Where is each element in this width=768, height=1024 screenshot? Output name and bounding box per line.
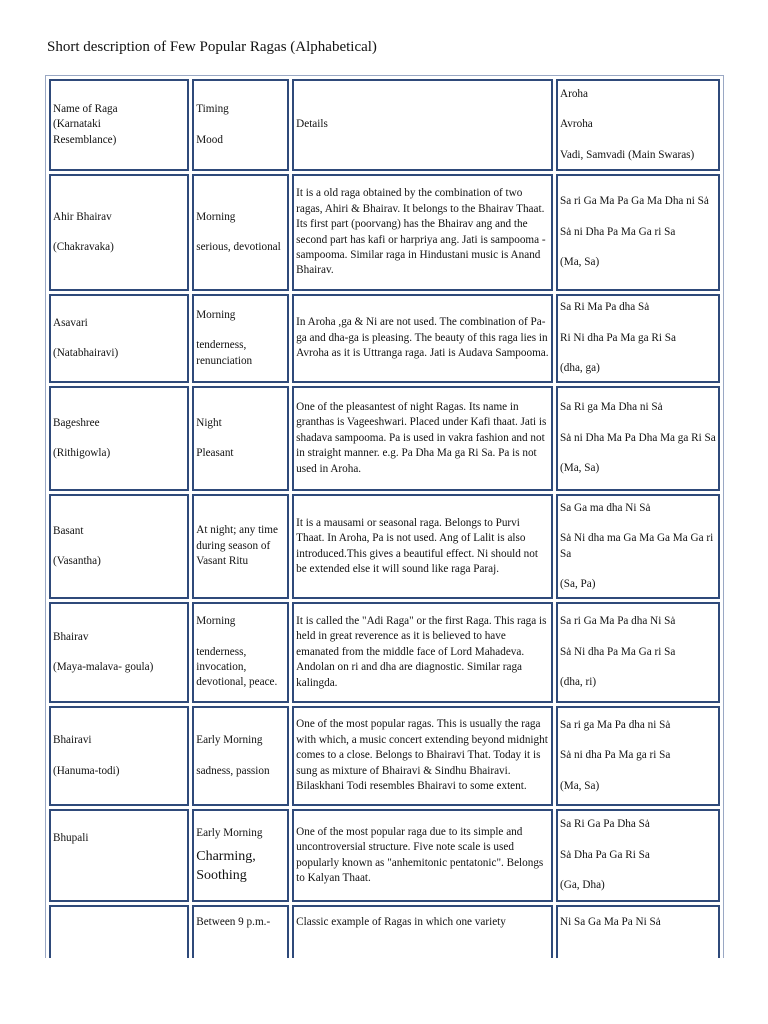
raga-name-cell	[49, 386, 189, 491]
header-details: Details	[296, 118, 328, 131]
raga-aroha: Ni Sa Ga Ma Pa Ni Sȧ	[560, 916, 661, 928]
table-row	[49, 294, 720, 383]
raga-avroha: Ri Ni dha Pa Ma ga Ri Sa	[560, 331, 676, 344]
raga-details: One of the most popular raga due to its simple and uncontroversial structure. Five note scale is used popularly known as "anhemitonic pentatonic". Belongs to Kalyan Thaat.	[296, 825, 544, 884]
header-aroha: Aroha	[560, 87, 588, 100]
raga-vadi: (Ma, Sa)	[560, 256, 600, 269]
raga-timing: Early Morning	[196, 826, 263, 839]
raga-details: One of the pleasantest of night Ragas. Its name in granthas is Vageeshwari. Placed under Kafi thaat. Jati is shadava sampooma. Pa is used in vakra fashion and not in straight manner. e.g. Pa Dha Ma ga Ri Sa. Pa is not used in Aroha.	[296, 400, 547, 475]
raga-name-cell	[49, 809, 189, 902]
raga-name-cell	[49, 706, 189, 806]
details-cell	[292, 809, 553, 902]
scale-cell	[556, 494, 720, 599]
details-cell	[292, 294, 553, 383]
raga-details: In Aroha ,ga & Ni are not used. The combination of Pa-ga and dha-ga is pleasing. The beauty of this raga lies in Avroha as it is Uttranga raga. Jati is Audava Sampooma.	[296, 316, 549, 360]
header-name-line: Name of Raga	[53, 102, 118, 115]
raga-name-cell	[49, 602, 189, 703]
timing-mood-cell	[192, 809, 289, 902]
raga-name: Asavari	[53, 316, 88, 329]
raga-timing: Morning	[196, 210, 236, 223]
raga-name-cell	[49, 294, 189, 383]
page-title: Short description of Few Popular Ragas (Alphabetical)	[47, 39, 377, 55]
header-details-cell	[292, 79, 553, 171]
table-row	[49, 706, 720, 806]
raga-name: Bhupali	[53, 832, 89, 844]
raga-avroha: Sȧ Dha Pa Ga Ri Sa	[560, 848, 650, 861]
scale-cell	[556, 174, 720, 291]
raga-details: It is a mausami or seasonal raga. Belongs to Purvi Thaat. In Aroha, Pa is not used. Ang of Lalit is also introduced.This gives a beautiful effect. Ni should not be extended else it will sound like raga Paraj.	[296, 516, 538, 575]
timing-mood-cell	[192, 602, 289, 703]
raga-timing: Between 9 p.m.-	[196, 916, 271, 928]
header-name-cell	[49, 79, 189, 171]
karnataki-name: (Rithigowla)	[53, 447, 111, 459]
raga-vadi: (Ma, Sa)	[560, 779, 600, 792]
raga-name: Basant	[53, 524, 84, 537]
raga-mood: sadness, passion	[196, 764, 270, 777]
details-cell	[292, 905, 553, 958]
raga-name: Ahir Bhairav	[53, 210, 112, 223]
scale-cell	[556, 602, 720, 703]
raga-mood: serious, devotional	[196, 241, 281, 253]
raga-vadi: (Sa, Pa)	[560, 577, 596, 590]
raga-table	[46, 76, 723, 958]
raga-aroha: Sa Ri Ma Pa dha Sȧ	[560, 301, 650, 314]
raga-name-cell	[49, 494, 189, 599]
table-row	[49, 905, 720, 958]
raga-mood: tenderness, renunciation	[196, 339, 253, 367]
table-row	[49, 174, 720, 291]
karnataki-name: (Maya-malava- goula)	[53, 661, 154, 673]
header-timing: Timing	[196, 103, 229, 116]
karnataki-name: (Chakravaka)	[53, 241, 114, 253]
raga-timing: At night; any time during season of Vasant Ritu	[196, 524, 278, 568]
header-timing-cell	[192, 79, 289, 171]
raga-aroha: Sa ri Ga Ma Pa Ga Ma Dha ni Sȧ	[560, 195, 709, 208]
table-row	[49, 809, 720, 902]
raga-mood: Pleasant	[196, 447, 234, 459]
header-name-line: (Karnataki	[53, 118, 101, 131]
raga-details: It is called the "Adi Raga" or the first Raga. This raga is held in great reverence as it is believed to have emanated from the middle face of Lord Mahadeva. Andolan on ri and dha are diagnostic. Similar raga kalingda.	[296, 614, 547, 689]
header-mood: Mood	[196, 133, 223, 146]
raga-aroha: Sa Ri ga Ma Dha ni Sȧ	[560, 401, 663, 414]
raga-vadi: (Ga, Dha)	[560, 879, 605, 892]
header-vadi: Vadi, Samvadi (Main Swaras)	[560, 148, 695, 161]
timing-mood-cell	[192, 174, 289, 291]
raga-avroha: Sȧ ni dha Pa Ma ga ri Sa	[560, 749, 671, 762]
raga-name: Bageshree	[53, 416, 100, 429]
header-name-line: Resemblance)	[53, 133, 117, 146]
scale-cell	[556, 905, 720, 958]
raga-name: Bhairav	[53, 630, 89, 643]
details-cell	[292, 706, 553, 806]
raga-aroha: Sa Ri Ga Pa Dha Sȧ	[560, 818, 650, 831]
raga-avroha: Sȧ Ni dha Pa Ma Ga ri Sa	[560, 645, 676, 658]
scale-cell	[556, 294, 720, 383]
table-row	[49, 386, 720, 491]
raga-aroha: Sa Ga ma dha Ni Sȧ	[560, 501, 651, 514]
table-row	[49, 602, 720, 703]
table-header-row	[49, 79, 720, 171]
header-avroha: Avroha	[560, 118, 593, 131]
raga-timing: Night	[196, 416, 222, 429]
timing-mood-cell	[192, 706, 289, 806]
scale-cell	[556, 386, 720, 491]
timing-mood-cell	[192, 386, 289, 491]
raga-details: One of the most popular ragas. This is usually the raga with which, a music concert extending beyond midnight comes to a close. Belongs to Bhairavi That. Today it is sung as mixture of Bhairavi & Sindhu Bhairavi. Bilaskhani Todi resembles Bhairavi to some extent.	[296, 718, 548, 793]
raga-mood: tenderness, invocation, devotional, peace.	[196, 645, 278, 689]
timing-mood-cell	[192, 494, 289, 599]
details-cell	[292, 602, 553, 703]
raga-aroha: Sa ri ga Ma Pa dha ni Sȧ	[560, 718, 671, 731]
karnataki-name: (Natabhairavi)	[53, 347, 119, 359]
raga-aroha: Sa ri Ga Ma Pa dha Ni Sȧ	[560, 615, 676, 628]
raga-timing: Early Morning	[196, 734, 263, 747]
details-cell	[292, 386, 553, 491]
raga-table-container	[45, 75, 724, 958]
details-cell	[292, 494, 553, 599]
raga-avroha: Sȧ ni Dha Pa Ma Ga ri Sa	[560, 225, 676, 238]
raga-vadi: (dha, ga)	[560, 362, 600, 375]
raga-name-cell	[49, 905, 189, 958]
table-row	[49, 494, 720, 599]
raga-timing: Morning	[196, 615, 236, 628]
raga-vadi: (dha, ri)	[560, 676, 597, 689]
scale-cell	[556, 706, 720, 806]
raga-mood: Charming, Soothing	[196, 849, 256, 884]
timing-mood-cell	[192, 294, 289, 383]
details-cell	[292, 174, 553, 291]
raga-details: It is a old raga obtained by the combination of two ragas, Ahiri & Bhairav. It belongs to the Bhairav Thaat. Its first part (poorvang) has the Bhairav ang and the second part has kafi or harpriya ang. Jati is sampooma - sampooma. Similar raga in Hindustani music is Anand Bhairav.	[296, 187, 546, 277]
raga-name: Bhairavi	[53, 734, 92, 747]
raga-avroha: Sȧ Ni dha ma Ga Ma Ga Ma Ga ri Sa	[560, 532, 714, 560]
raga-timing: Morning	[196, 308, 236, 321]
karnataki-name: (Vasantha)	[53, 555, 101, 567]
timing-mood-cell	[192, 905, 289, 958]
raga-avroha: Sȧ ni Dha Ma Pa Dha Ma ga Ri Sa	[560, 431, 716, 444]
raga-vadi: (Ma, Sa)	[560, 462, 600, 475]
raga-details: Classic example of Ragas in which one variety	[296, 916, 506, 928]
scale-cell	[556, 809, 720, 902]
header-scale-cell	[556, 79, 720, 171]
raga-name-cell	[49, 174, 189, 291]
karnataki-name: (Hanuma-todi)	[53, 764, 120, 777]
